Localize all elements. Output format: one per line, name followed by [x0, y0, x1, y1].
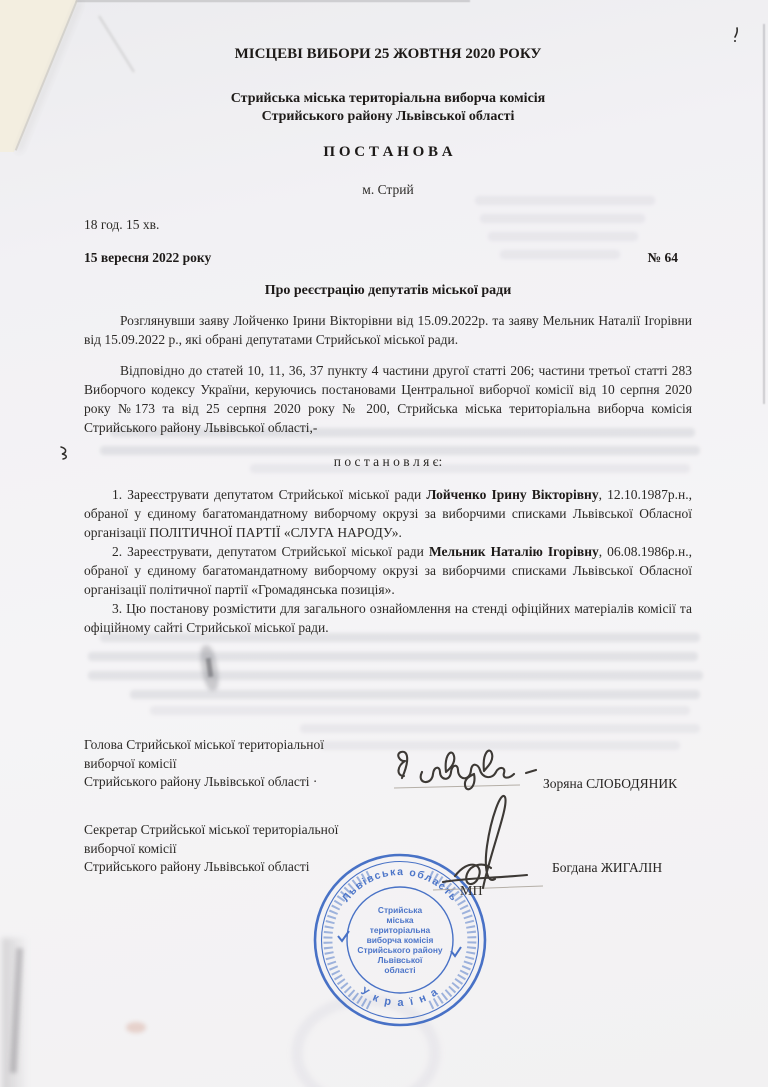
commission-name-line2: Стрийського району Львівської області [261, 109, 515, 124]
deputy-name: Лойченко Ірину Вікторівну [426, 487, 599, 502]
signatory-name-secretary: Богдана ЖИГАЛІН [552, 860, 663, 875]
ink-speck [58, 444, 72, 462]
commission-name-line1: Стрийська міська територіальна виборча комісія [230, 91, 546, 106]
document-date: 15 вересня 2022 року [84, 250, 212, 265]
election-title: МІСЦЕВІ ВИБОРИ 25 ЖОВТНЯ 2020 РОКУ [234, 46, 542, 62]
deputy-name: Мельник Наталію Ігорівну [428, 544, 599, 559]
stamp-inner-line: виборча комісія [366, 935, 434, 945]
stamp-inner-line: Стрийського району [357, 945, 443, 955]
item-text: , 12.10.1987р.н., обраної у єдиному багатомандатному виборчому окрузі за виборчими списками Львівської Обласної організації ПОЛІТИЧНОЇ ПАРТІЇ «СЛУГА НАРОДУ». [84, 487, 692, 540]
role-line: виборчої комісії [84, 840, 177, 856]
intro-paragraph-1: Розглянувши заяву Лойченко Ірини Вікторівни від 15.09.2022р. та заяву Мельник Наталії Ігорівни від 15.09.2022 р., які обрані депутатами Стрийської міської ради. [84, 313, 692, 347]
role-line: Стрийського району Львівської області · [84, 774, 318, 789]
resolution-item-2 [84, 542, 692, 599]
signature-secretary-ink [425, 790, 550, 905]
resolution-item-1 [84, 485, 692, 542]
stamp-inner-line: міська [386, 915, 414, 925]
ink-speck [730, 26, 744, 46]
city-label: м. Стрий [362, 182, 414, 197]
item-text: , 06.08.1986р.н., обраної у єдиному багатомандатному виборчому окрузі за виборчими списками Львівської Обласної організації політичної партії «Громадянська позиція». [84, 544, 693, 597]
stamp-country-text: У к р а ї н а [358, 985, 442, 1010]
role-line: Стрийського району Львівської області [84, 859, 310, 874]
subject-title: Про реєстрацію депутатів міської ради [264, 283, 512, 298]
time-label: 18 год. 15 хв. [84, 217, 160, 232]
item-text: 2. Зареєструвати, депутатом Стрийської міської ради [112, 544, 429, 559]
item-text: 3. Цю постанову розмістити для загального ознайомлення на стенді офіційних матеріалів комісії та офіційному сайті Стрийської міської ради. [84, 601, 692, 635]
role-line: виборчої комісії [84, 755, 177, 771]
stamp-inner-line: Львівської [377, 955, 423, 965]
stamp-inner-line: територіальна [369, 925, 431, 935]
document-type: П О С Т А Н О В А [323, 144, 453, 160]
stamp-region-text: Львівська область [339, 865, 461, 905]
signatory-name-head: Зоряна СЛОБОДЯНИК [543, 776, 678, 791]
document-number: № 64 [647, 250, 678, 265]
stamp-inner-line: Стрийська [377, 905, 423, 915]
stamp-inner-line: області [384, 965, 416, 975]
role-line: Голова Стрийської міської територіальної [84, 737, 324, 752]
resolution-item-3 [84, 599, 692, 637]
role-line: Секретар Стрийської міської територіальної [84, 822, 339, 837]
resolves-label: п о с т а н о в л я є: [333, 454, 443, 469]
svg-text:У к р а ї н а [358, 985, 441, 1009]
seal-place-mark: МП [460, 884, 483, 899]
signatory-role-head [84, 736, 424, 792]
item-text: 1. Зареєструвати депутатом Стрийської міської ради [112, 487, 427, 502]
resolution-items [84, 485, 692, 637]
intro-paragraph-2: Відповідно до статей 10, 11, 36, 37 пункту 4 частини другої статті 206; частини третьої статті 283 Виборчого кодексу України, керуючись постановами Центральної виборчої комісії від 10 серпня 2020 року №173 та від 25 серпня 2020 року № 200, Стрийська міська територіальна виборча комісія Стрийського району Львівської області,- [84, 363, 692, 435]
